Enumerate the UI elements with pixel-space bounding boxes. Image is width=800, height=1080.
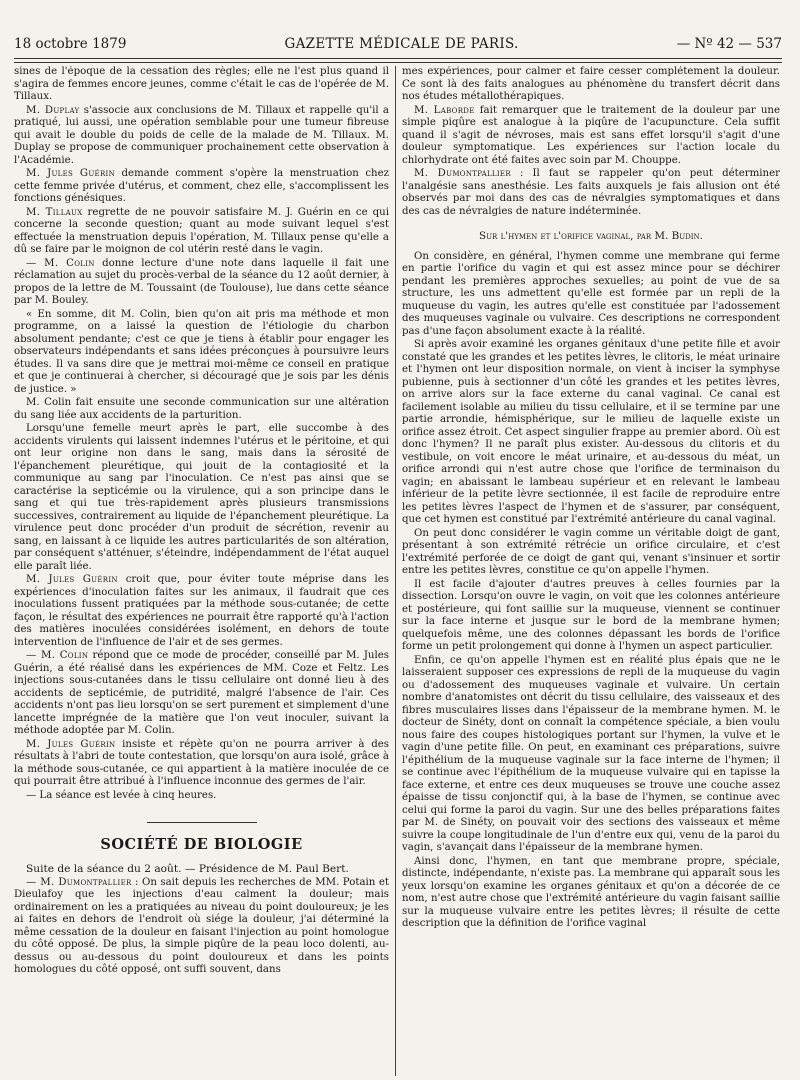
speaker-name: — M. Dumontpallier bbox=[26, 876, 132, 888]
column-divider bbox=[395, 66, 396, 1076]
issue-date: 18 octobre 1879 bbox=[14, 36, 127, 52]
paragraph: — M. Colin donne lecture d'une note dans laquelle il fait une réclamation au sujet du procès-verbal de la séance du 12 août dernier, à propos de la lettre de M. Toussaint (de Toulouse), lue dans cette séance par M. Bouley. bbox=[14, 257, 389, 306]
paragraph: Lorsqu'une femelle meurt après le part, elle succombe à des accidents virulents qui laissent indemnes l'utérus et le péritoine, et qui ont leur origine non dans le sang, mais dans la sérosité de l'épanchement pleurétique, qui jouit de la contagiosité et la communique au sang par l'inoculation. Ce n'est pas ainsi que se caractérise la septicémie ou la virulence, qui a son principe dans le sang et qui tue très-rapidement après plusieurs transmissions successives, contrairement au liquide de l'épanchement pleurétique. La virulence peut donc procéder d'un produit de sécrétion, revenir au sang, en laissant à ce liquide les autres particularités de son altération, par conséquent s'atténuer, s'éteindre, indépendamment de l'état auquel elle paraît liée. bbox=[14, 423, 389, 572]
paragraph: « En somme, dit M. Colin, bien qu'on ait pris ma méthode et mon programme, on a laissé la question de l'étiologie du charbon absolument pendante; c'est ce que je tiens à établir pour engager les observateurs indépendants et sans idées préconçues à poursuivre leurs études. Il va sans dire que je mettrai moi-même ce conseil en pratique et que je continuerai à chercher, si découragé que je sois par les dénis de justice. » bbox=[14, 308, 389, 395]
paragraph: sines de l'époque de la cessation des règles; elle ne l'est plus quand il s'agira de femmes encore jeunes, comme c'était le cas de l'opérée de M. Tillaux. bbox=[14, 66, 389, 102]
paragraph: mes expériences, pour calmer et faire cesser complétement la douleur. Ce sont là des faits analogues au phénomène du transfert décrit dans nos études métallothérapiques. bbox=[402, 66, 780, 102]
left-column bbox=[14, 66, 389, 1078]
paragraph: M. Laborde fait remarquer que le traitement de la douleur par une simple piqûre est analogue à la piqûre de l'acupuncture. Cela suffit quand il s'agit de névroses, mais est sans effet lorsqu'il s'agit d'une douleur symptomatique. Les expériences sur l'action locale du chlorhydrate ont été faites avec soin par M. Chouppe. bbox=[402, 104, 780, 166]
speaker-name: M. Jules Guérin bbox=[26, 738, 116, 750]
page-header bbox=[14, 36, 782, 56]
paragraph: — M. Dumontpallier : On sait depuis les recherches de MM. Potain et Dieulafoy que les injections d'eau calment la douleur; mais ordinairement on les a pratiquées au niveau du point douloureux; je les ai faites en dehors de l'endroit où siége la douleur, j'ai déterminé la même cessation de la douleur en faisant l'injection au point homologue du côté opposé. De plus, la simple piqûre de la peau loco dolenti, au-dessus ou au-dessous du point douloureux et dans les points homologues du côté opposé, ont suffi souvent, dans bbox=[14, 876, 389, 975]
header-rule bbox=[14, 58, 782, 59]
section-separator bbox=[14, 816, 389, 829]
paragraph: M. Colin fait ensuite une seconde communication sur une altération du sang liée aux accidents de la parturition. bbox=[14, 397, 389, 421]
paragraph: On peut donc considérer le vagin comme un véritable doigt de gant, présentant à son extrémité rétrécie un orifice circulaire, et c'est l'extrémité perforée de ce doigt de gant qui, venant s'insinuer et sortir entre les petites lèvres, constitue ce qu'on appelle l'hymen. bbox=[402, 527, 780, 576]
paragraph: On considère, en général, l'hymen comme une membrane qui ferme en partie l'orifice du vagin et qui est assez mince pour se déchirer pendant les premières approches sexuelles; au point de vue de sa structure, les uns admettent qu'elle est formée par un repli de la muqueuse du vagin, les autres qu'elle est constituée par l'adossement des muqueuses vaginale ou vulvaire. Ces descriptions ne correspondent pas d'une façon absolument exacte à la réalité. bbox=[402, 250, 780, 337]
paragraph: M. Tillaux regrette de ne pouvoir satisfaire M. J. Guérin en ce qui concerne la seconde question; quant au mode suivant lequel s'est effectuée la menstruation depuis l'opération, M. Tillaux pense qu'elle a dû se faire par le moignon de col utérin resté dans le vagin. bbox=[14, 206, 389, 255]
speaker-name: M. Jules Guérin bbox=[26, 574, 118, 585]
paragraph: — M. Colin répond que ce mode de procéder, conseillé par M. Jules Guérin, a été réalisé dans les expériences de MM. Coze et Feltz. Les injections sous-cutanées dans le tissu cellulaire ont donné lieu à des accidents de septicémie, de putridité, malgré l'absence de l'air. Ces accidents n'ont pas lieu lorsqu'on se sert purement et simplement d'une lancette imprégnée de la matière que l'on veut inoculer, suivant la méthode adoptée par M. Colin. bbox=[14, 650, 389, 736]
paragraph: Si après avoir examiné les organes génitaux d'une petite fille et avoir constaté que les grandes et les petites lèvres, le clitoris, le méat urinaire et l'hymen ont leur disposition normale, on vient à inciser la symphyse pubienne, puis à sectionner d'un côté les grandes et les petites lèvres, on arrive alors sur la face externe du canal vaginal. Ce canal est facilement isolable au milieu du tissu cellulaire, et il se termine par une partie arrondie, hémisphérique, sur le milieu de laquelle existe un orifice assez étroit. Cet aspect singulier frappe au premier abord. Où est donc l'hymen? Il ne paraît plus exister. Au-dessous du clitoris et du vestibule, on voit encore le méat urinaire, et au-dessous du méat, un orifice arrondi qui n'est autre chose que l'orifice de terminaison du vagin; en abaissant le lambeau supérieur et en relevant le lambeau inférieur de la petite lèvre sectionnée, il est facile de reproduire entre les petites lèvres l'aspect de l'hymen et de s'assurer, par conséquent, que cet hymen est constitué par l'extrémité antérieure du canal vaginal. bbox=[402, 339, 780, 525]
speaker-name: M. Laborde bbox=[414, 104, 475, 116]
right-column bbox=[402, 66, 780, 1078]
speaker-name: M. Tillaux bbox=[26, 206, 83, 218]
section-title: SOCIÉTÉ DE BIOLOGIE bbox=[100, 835, 303, 853]
speaker-name: — M. Colin bbox=[26, 650, 89, 661]
paragraph: Il est facile d'ajouter d'autres preuves à celles fournies par la dissection. Lorsqu'on ouvre le vagin, on voit que les colonnes antérieure et postérieure, qui font saillie sur la muqueuse, viennent se continuer sur la face interne et jusque sur le bord de la membrane hymen; quelquefois même, une des colonnes dépassant les bords de l'orifice forme un petit prolongement qui donne à l'hymen un aspect particulier. bbox=[402, 578, 780, 652]
speaker-name: — M. Colin bbox=[26, 257, 95, 269]
paragraph: M. Duplay s'associe aux conclusions de M. Tillaux et rappelle qu'il a pratiqué, lui aussi, une opération semblable pour une tumeur fibreuse qui avait le double du poids de celle de la malade de M. Tillaux. M. Duplay se propose de communiquer prochainement cette observation à l'Académie. bbox=[14, 104, 389, 166]
paragraph: Enfin, ce qu'on appelle l'hymen est en réalité plus épais que ne le laisseraient supposer ces expressions de repli de la muqueuse du vagin ou d'adossement des muqueuses vaginale et vulvaire. Un certain nombre d'anatomistes ont décrit du tissu cellulaire, des vaisseaux et des fibres musculaires lisses dans l'épaisseur de la membrane hymen. M. le docteur de Sinéty, dont on connaît la compétence spéciale, a bien voulu nous faire des coupes histologiques portant sur l'hymen, la vulve et le vagin d'une petite fille. On peut, en examinant ces préparations, suivre l'épithélium de la muqueuse vaginale sur la face interne de l'hymen; il se continue avec l'épithélium de la muqueuse vulvaire qui en tapisse la face externe, et entre ces deux muqueuses se trouve une couche assez épaisse de tissu conjonctif qui, à la base de l'hymen, se continue avec celui qui forme la paroi du vagin. Sur une des belles préparations faites par M. de Sinéty, on pouvait voir des sections des vaisseaux et même suivre la coupe longitudinale de l'un d'entre eux qui, venu de la paroi du vagin, s'avançait dans l'épaisseur de la membrane hymen. bbox=[402, 654, 780, 853]
speaker-name: M. Dumontpallier bbox=[414, 168, 511, 179]
paragraph: — La séance est levée à cinq heures. bbox=[26, 789, 217, 801]
journal-title: GAZETTE MÉDICALE DE PARIS. bbox=[284, 36, 519, 52]
article-title: Sur l'hymen et l'orifice vaginal, par M. Budin. bbox=[479, 230, 703, 242]
speaker-name: M. Duplay bbox=[26, 104, 80, 116]
paragraph: Ainsi donc, l'hymen, en tant que membrane propre, spéciale, distincte, indépendante, n'existe pas. La membrane qui apparaît sous les yeux lorsqu'on examine les organes génitaux et qu'on a décorée de ce nom, n'est autre chose que l'extrémité antérieure du vagin faisant saillie sur la muqueuse vulvaire entre les petites lèvres; il résulte de cette description que la définition de l'orifice vaginal bbox=[402, 855, 780, 929]
paragraph: M. Jules Guérin demande comment s'opère la menstruation chez cette femme privée d'utérus, et comment, chez elle, s'accomplissent les fonctions génésiques. bbox=[14, 168, 389, 204]
paragraph: M. Dumontpallier : Il faut se rappeler qu'on peut déterminer l'analgésie sans anesthésie. Les faits auxquels je fais allusion ont été observés par moi dans des cas de névralgies symptomatiques et dans des cas de névralgies de nature indéterminée. bbox=[402, 168, 780, 217]
speaker-name: M. Jules Guérin bbox=[26, 168, 116, 179]
paragraph: M. Jules Guérin croit que, pour éviter toute méprise dans les expériences d'inoculation faites sur les animaux, il faudrait que ces inoculations fussent pratiquées par la méthode sous-cutanée; de cette façon, le résultat des expériences ne pourrait être rapporté qu'à l'action des matières inoculées considérées isolément, en dehors de toute intervention de l'influence de l'air et de ses germes. bbox=[14, 574, 389, 648]
paragraph: M. Jules Guérin insiste et répète qu'on ne pourra arriver à des résultats à l'abri de toute contestation, que lorsqu'on aura isolé, grâce à la méthode sous-cutanée, ce qui appartient à la matière inoculée de ce qui pourrait être attribué à l'influence inconnue des germes de l'air. bbox=[14, 738, 389, 787]
session-subtitle: Suite de la séance du 2 août. — Présidence de M. Paul Bert. bbox=[26, 863, 349, 875]
header-rule-double bbox=[14, 62, 782, 63]
issue-number: — Nº 42 — 537 bbox=[676, 36, 782, 52]
